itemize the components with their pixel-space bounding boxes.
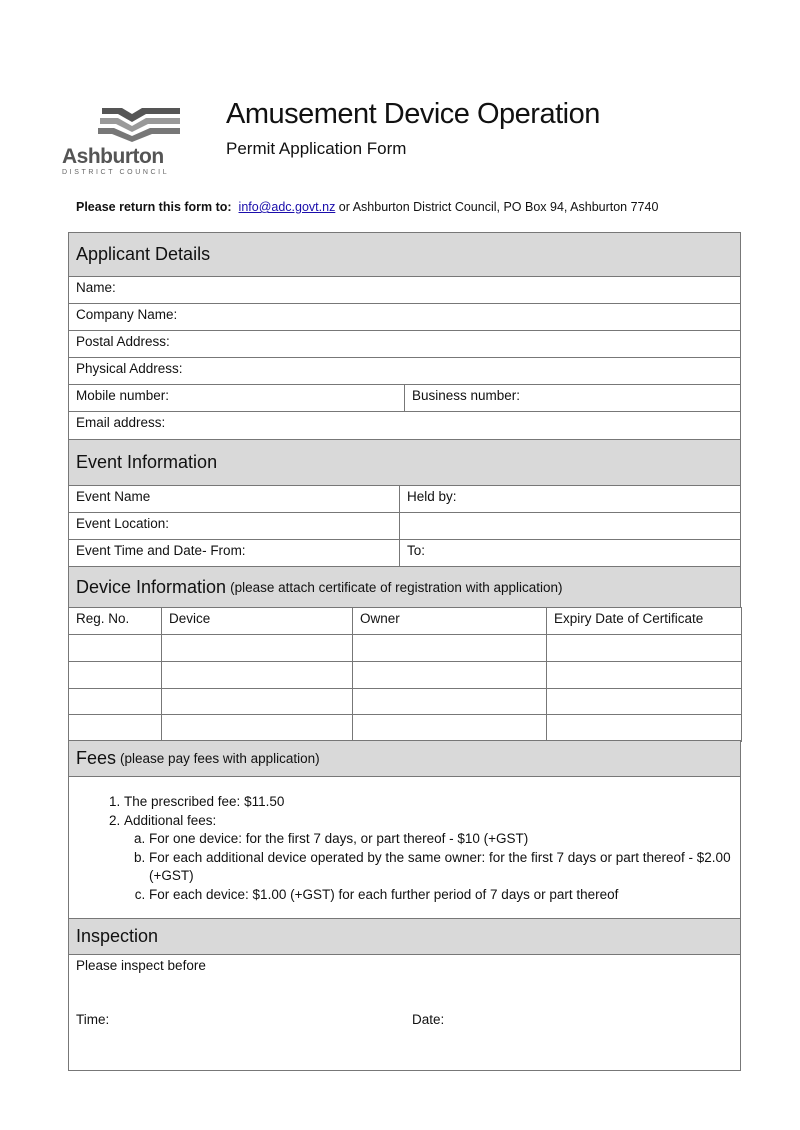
applicant-heading-text: Applicant Details [76, 244, 211, 264]
inspection-heading-text: Inspection [76, 926, 159, 946]
fee-item: 1. The prescribed fee: $11.50 [124, 793, 733, 812]
page-subtitle: Permit Application Form [226, 139, 407, 158]
device-table-cell[interactable] [68, 688, 162, 715]
held-by-field[interactable]: Held by: [399, 485, 741, 513]
device-table-cell[interactable] [546, 634, 742, 662]
device-column-header: Device [161, 607, 353, 635]
fee-subitem: c. For each device: $1.00 (+GST) for each further period of 7 days or part thereof [149, 886, 733, 905]
fee-subitem: b. For each additional device operated by the same owner: for the first 7 days or part thereof - $2.00 (+GST) [149, 849, 733, 886]
device-table-cell[interactable] [161, 661, 353, 689]
inspection-heading [68, 918, 741, 955]
fee-subitem: a. For one device: for the first 7 days, or part thereof - $10 (+GST) [149, 830, 733, 849]
device-table-cell[interactable] [68, 714, 162, 742]
event-name-field[interactable]: Event Name [68, 485, 400, 513]
email-field[interactable]: Email address: [68, 411, 741, 440]
fee-item-text: Additional fees: [124, 812, 217, 828]
event-location-value[interactable] [399, 512, 741, 540]
name-field[interactable]: Name: [68, 276, 741, 304]
device-table-cell[interactable] [546, 688, 742, 715]
device-table-cell[interactable] [352, 661, 547, 689]
return-address: or Ashburton District Council, PO Box 94, Ashburton 7740 [335, 200, 659, 214]
event-heading [68, 439, 741, 486]
email-link[interactable]: info@adc.govt.nz [238, 200, 336, 214]
device-table-cell[interactable] [546, 661, 742, 689]
device-table-cell[interactable] [546, 714, 742, 742]
time-label: Time: [76, 1012, 110, 1027]
return-instructions [76, 200, 658, 214]
inspect-before-label: Please inspect before [76, 958, 206, 973]
device-note: (please attach certificate of registration with application) [230, 579, 563, 595]
device-table-cell[interactable] [161, 714, 353, 742]
logo-sub: DISTRICT COUNCIL [62, 169, 170, 176]
device-column-header: Reg. No. [68, 607, 162, 635]
mobile-field[interactable]: Mobile number: [68, 384, 405, 412]
device-heading [68, 566, 741, 608]
device-table-cell[interactable] [352, 634, 547, 662]
fee-item [124, 812, 733, 905]
device-table-cell[interactable] [68, 634, 162, 662]
fees-heading-text: Fees [76, 748, 117, 768]
fees-note: (please pay fees with application) [120, 751, 320, 766]
page-title: Amusement Device Operation [226, 98, 600, 130]
date-label: Date: [412, 1012, 445, 1027]
device-table-cell[interactable] [161, 688, 353, 715]
device-table-cell[interactable] [161, 634, 353, 662]
postal-field[interactable]: Postal Address: [68, 330, 741, 358]
device-table-cell[interactable] [352, 688, 547, 715]
fees-heading [68, 740, 741, 777]
device-heading-text: Device Information [76, 576, 227, 597]
event-location-field[interactable]: Event Location: [68, 512, 400, 540]
device-column-header: Expiry Date of Certificate [546, 607, 742, 635]
business-field[interactable]: Business number: [404, 384, 741, 412]
physical-field[interactable]: Physical Address: [68, 357, 741, 385]
to-field[interactable]: To: [399, 539, 741, 567]
event-heading-text: Event Information [76, 452, 218, 472]
from-field[interactable]: Event Time and Date- From: [68, 539, 400, 567]
inspection-box[interactable] [68, 954, 741, 1071]
device-table-cell[interactable] [68, 661, 162, 689]
device-table-cell[interactable] [352, 714, 547, 742]
company-field[interactable]: Company Name: [68, 303, 741, 331]
device-column-header: Owner [352, 607, 547, 635]
return-label: Please return this form to: [76, 200, 232, 214]
logo-name: Ashburton [62, 145, 164, 168]
applicant-heading [68, 232, 741, 277]
fees-list [68, 776, 741, 919]
council-logo [62, 104, 184, 176]
